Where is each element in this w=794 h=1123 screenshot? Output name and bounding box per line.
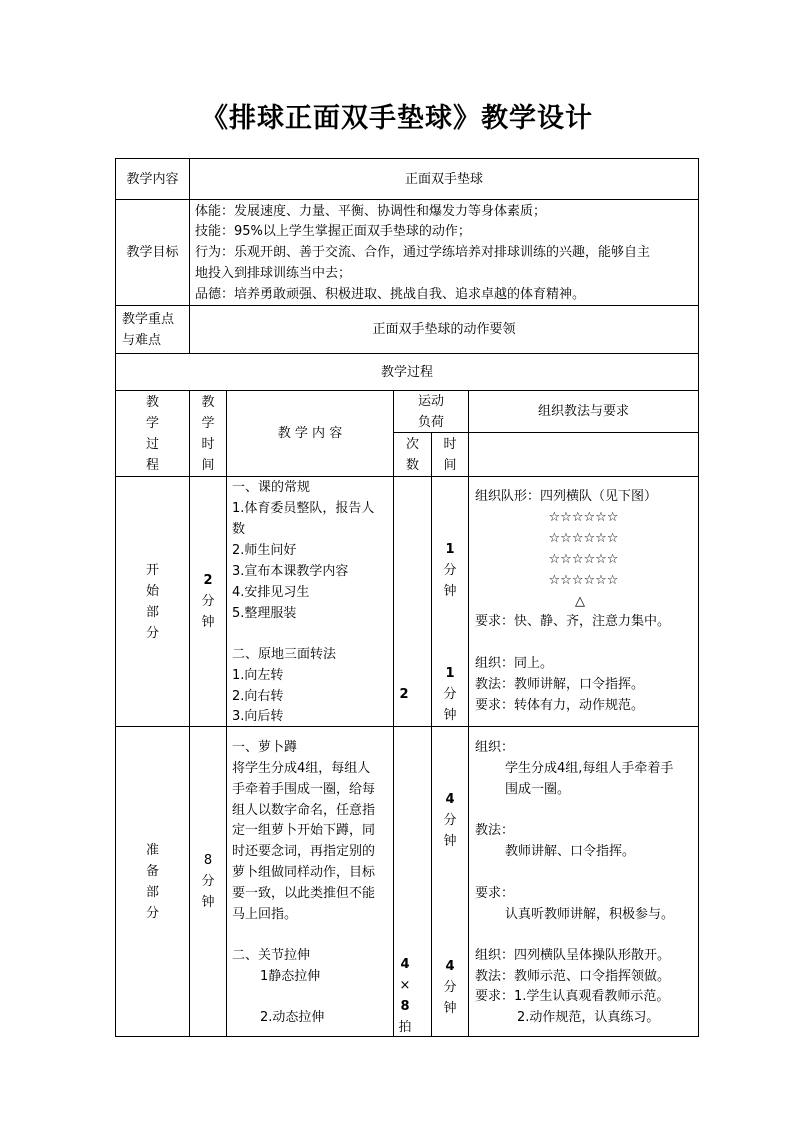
- start-stage: [116, 477, 189, 726]
- formation-row: ☆☆☆☆☆☆: [548, 573, 619, 588]
- start-load-time-1: [432, 538, 468, 602]
- prep-method-org-text: 围成一圈。: [505, 782, 571, 797]
- stage-char: 分: [145, 625, 159, 641]
- goals-label: 教学目标: [126, 245, 179, 260]
- load-time-char: 1: [445, 541, 455, 557]
- prep-method-org-label: 组织：: [475, 740, 515, 755]
- start-count: 2: [399, 687, 409, 702]
- start-content-line: 3.宣布本课教学内容: [232, 564, 349, 579]
- table-line: [468, 390, 469, 1037]
- prep-stretch-1: 1静态拉伸: [260, 969, 321, 984]
- stage-char: 始: [145, 583, 159, 599]
- prep-method-teach2: 教法：教师示范、口令指挥领做。: [475, 969, 671, 984]
- load-time-char: 分: [443, 562, 457, 578]
- load-time-char: 分: [443, 812, 457, 828]
- header-char: 学: [201, 415, 215, 431]
- prep-content-line: 将学生分成4组，每组人: [232, 761, 371, 776]
- header-char: 程: [145, 457, 159, 473]
- load-time-char: 分: [443, 686, 457, 702]
- time-char: 8: [203, 853, 213, 868]
- header-char: 时: [201, 436, 215, 452]
- start-content-line: 2.师生问好: [232, 543, 297, 558]
- start-content-line: 3.向后转: [232, 709, 284, 724]
- goals-line: 体能：发展速度、力量、平衡、协调性和爆发力等身体素质；: [195, 204, 547, 219]
- prep-load-time-2: [432, 955, 468, 1019]
- start-content-line: 数: [232, 522, 246, 537]
- prep-load-time-1: [432, 788, 468, 852]
- time-char: 钟: [201, 615, 215, 630]
- table-line: [431, 432, 432, 1037]
- prep-method-teach-label: 教法：: [475, 823, 515, 838]
- header-text: 负荷: [417, 414, 444, 430]
- header-stage: [116, 391, 189, 476]
- start-content-line: 二、原地三面转法: [232, 647, 337, 662]
- goals-line: 行为：乐观开朗、善于交流、合作，通过学练培养对排球训练的兴趣，能够自主: [195, 245, 651, 260]
- load-time-char: 钟: [443, 583, 457, 599]
- prep-stretch-2: 2.动态拉伸: [260, 1010, 325, 1025]
- count-char: 8: [400, 999, 410, 1014]
- header-method: 组织教法与要求: [537, 404, 629, 419]
- header-char: 次: [405, 436, 419, 452]
- load-time-char: 钟: [443, 707, 457, 723]
- count-char: 拍: [398, 1020, 412, 1035]
- start-content-line: 2.向右转: [232, 689, 284, 704]
- content-label: 教学内容: [126, 171, 179, 187]
- time-char: 2: [203, 573, 213, 588]
- prep-time: [190, 727, 226, 1036]
- formation-row: ☆☆☆☆☆☆: [548, 552, 619, 567]
- header-char: 学: [145, 415, 159, 431]
- stage-char: 部: [145, 604, 159, 620]
- load-time-char: 1: [445, 665, 455, 681]
- start-method-org: 组织队形：四列横队（见下图）: [475, 489, 658, 504]
- prep-method-req-label: 要求：: [475, 886, 515, 901]
- prep-content-line: 一、萝卜蹲: [232, 740, 298, 755]
- header-load-time: [432, 433, 468, 476]
- header-char: 间: [443, 457, 457, 473]
- formation-row: ☆☆☆☆☆☆: [548, 510, 619, 525]
- prep-content-line: 二、关节拉伸: [232, 948, 311, 963]
- header-content: 教 学 内 容: [277, 426, 343, 441]
- prep-method-org2: 组织：四列横队呈体操队形散开。: [475, 948, 671, 963]
- header-char: 教: [201, 394, 215, 410]
- start-time: [190, 477, 226, 726]
- goals-line: 地投入到排球训练当中去；: [195, 266, 352, 281]
- time-char: 分: [201, 594, 215, 609]
- prep-method-req2b: 2.动作规范，认真练习。: [517, 1010, 660, 1025]
- count-char: 4: [400, 957, 410, 972]
- table-line: [115, 199, 699, 200]
- goals-line: 品德：培养勇敢顽强、积极进取、挑战自我、追求卓越的体育精神。: [195, 287, 586, 302]
- load-time-char: 4: [445, 958, 455, 974]
- stage-char: 分: [145, 905, 159, 921]
- prep-content-line: 要一致，以此类推但不能: [232, 886, 376, 901]
- prep-method-org-text: 学生分成4组,每组人手牵着手: [505, 761, 674, 776]
- table-line: [698, 158, 699, 1037]
- prep-content-line: 定一组萝卜开始下蹲，同: [232, 823, 376, 838]
- header-char: 间: [201, 457, 215, 473]
- start-content-line: 1.体育委员整队，报告人: [232, 501, 375, 516]
- prep-method-teach-text: 教师讲解、口令指挥。: [505, 844, 636, 859]
- time-char: 钟: [201, 895, 215, 910]
- header-char: 时: [443, 436, 457, 452]
- count-char: ×: [399, 978, 411, 993]
- header-text: 运动: [417, 393, 444, 409]
- header-count: [394, 433, 431, 476]
- prep-content-line: 组人以数字命名，任意指: [232, 803, 376, 818]
- key-label: 教学重点: [122, 312, 175, 327]
- teacher-marker: △: [575, 594, 585, 609]
- key-label: 与难点: [122, 333, 162, 348]
- stage-char: 备: [145, 863, 159, 879]
- load-time-char: 钟: [443, 1000, 457, 1016]
- table-line: [393, 390, 394, 1037]
- header-char: 数: [405, 457, 419, 473]
- start-method-req: 要求：快、静、齐，注意力集中。: [475, 614, 671, 629]
- prep-method-req2a: 要求：1.学生认真观看教师示范。: [475, 989, 670, 1004]
- prep-stage: [116, 727, 189, 1036]
- start-content-line: 1.向左转: [232, 668, 284, 683]
- start-content-line: 4.安排见习生: [232, 585, 310, 600]
- prep-content-line: 手牵着手围成一圈，给每: [232, 782, 376, 797]
- start-content-line: 5.整理服装: [232, 606, 297, 621]
- table-line: [226, 390, 227, 1037]
- start-load-time-2: [432, 662, 468, 726]
- time-char: 分: [201, 874, 215, 889]
- load-time-char: 钟: [443, 833, 457, 849]
- prep-content-line: 马上回指。: [232, 907, 298, 922]
- header-char: 过: [145, 436, 159, 452]
- start-method-req2: 要求：转体有力，动作规范。: [475, 698, 645, 713]
- load-time-char: 分: [443, 979, 457, 995]
- formation-row: ☆☆☆☆☆☆: [548, 531, 619, 546]
- prep-count: [394, 954, 416, 1038]
- prep-content-line: 萝卜组做同样动作，目标: [232, 865, 376, 880]
- start-method-org2: 组织：同上。: [475, 656, 554, 671]
- header-load: [394, 391, 468, 432]
- stage-char: 开: [145, 562, 159, 578]
- content-value: 正面双手垫球: [404, 171, 483, 187]
- goals-line: 技能：95%以上学生掌握正面双手垫球的动作；: [195, 224, 471, 239]
- prep-method-req-text: 认真听教师讲解，积极参与。: [505, 907, 675, 922]
- key-value: 正面双手垫球的动作要领: [372, 322, 516, 337]
- document-title: 《排球正面双手垫球》教学设计: [201, 103, 593, 134]
- start-method-teach2: 教法：教师讲解，口令指挥。: [475, 677, 645, 692]
- load-time-char: 4: [445, 791, 455, 807]
- prep-content-line: 时还要念词，再指定别的: [232, 844, 376, 859]
- stage-char: 部: [145, 884, 159, 900]
- start-content-line: 一、课的常规: [232, 480, 311, 495]
- header-time: [190, 391, 226, 476]
- stage-char: 准: [145, 842, 159, 858]
- header-char: 教: [145, 394, 159, 410]
- process-title: 教学过程: [380, 364, 433, 380]
